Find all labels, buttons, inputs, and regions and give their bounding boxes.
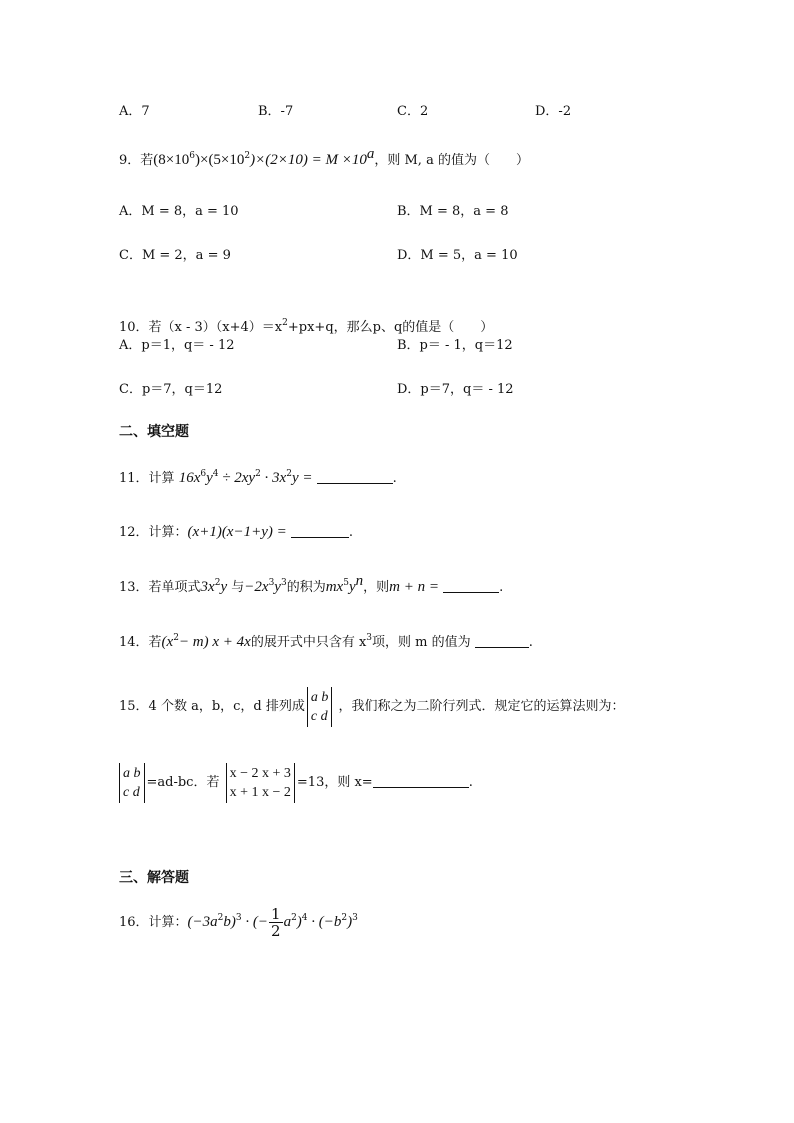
answer-blank[interactable]	[475, 633, 529, 648]
question-11: 11．计算 $16x^6y^4 \div 2xy^2 \cdot 3x^2y$ = .	[119, 469, 397, 486]
question-10-stem: 10．若$(x - 3)(x+4)=x^2+px+q$，那么p、q的值是（ ）	[119, 318, 494, 335]
question-15-line-1: 15．4 个数 a，b，c，d 排列成 a b c d ，我们称之为二阶行列式．规定它的运算法则为：	[119, 684, 625, 730]
q8-option-b: B．-7	[258, 104, 294, 119]
question-13: 13．若单项式$3x^2y$ 与$-2x^3y^3$的积为$mx^5y^n$，则m + n = .	[119, 573, 504, 595]
fraction-one-half: $\frac{1}{2}$	[271, 905, 281, 940]
answer-blank[interactable]	[373, 773, 469, 788]
question-9-stem: 9．若$(8\times 10^6)\times(5\times 10^2)\times(2\times 10) = M \times 10^a$，则 M, a 的值为（ ）	[119, 146, 529, 168]
question-9-option-d: D．M = 5，a = 10	[397, 248, 518, 263]
section-2-heading: 二、填空题	[119, 424, 189, 440]
determinant-abcd: a b c d	[119, 763, 145, 803]
determinant-x: x − 2 x + 3 x + 1 x − 2	[226, 763, 295, 803]
question-9-option-b: B．M = 8，a = 8	[397, 204, 509, 219]
q8-option-d: D．-2	[535, 104, 572, 119]
question-10-option-b: B．p＝ - 1，q＝12	[397, 338, 513, 353]
question-9-option-a: A．M = 8，a = 10	[119, 204, 239, 219]
question-9-option-c: C．M = 2，a = 9	[119, 248, 231, 263]
q8-option-c: C．2	[397, 104, 429, 119]
determinant-abcd: a b c d	[307, 687, 333, 727]
question-10-option-d: D．p＝7，q＝ - 12	[397, 382, 514, 397]
q8-option-a: A．7	[119, 104, 150, 119]
question-10-option-c: C．p＝7，q＝12	[119, 382, 223, 397]
question-16: 16．计算：$(-3a^2b)^3$ · (− $\frac{1}{2}$ $a^2)^4 \cdot (-b^2)^3$	[119, 905, 358, 940]
answer-blank[interactable]	[317, 469, 393, 484]
question-12: 12．计算：(x+1)(x−1+y) = .	[119, 524, 354, 540]
question-14: 14．若$(x^2- m) x + 4x$的展开式中只含有 $x^3$项，则 m 的值为 .	[119, 633, 533, 650]
question-10-option-a: A．p＝1，q＝ - 12	[119, 338, 235, 353]
question-15-line-2: a b c d =ad-bc．若 x − 2 x + 3 x + 1 x − 2 =13，则 x= .	[117, 760, 473, 806]
answer-blank[interactable]	[291, 523, 349, 538]
section-3-heading: 三、解答题	[119, 870, 189, 886]
answer-blank[interactable]	[443, 578, 499, 593]
